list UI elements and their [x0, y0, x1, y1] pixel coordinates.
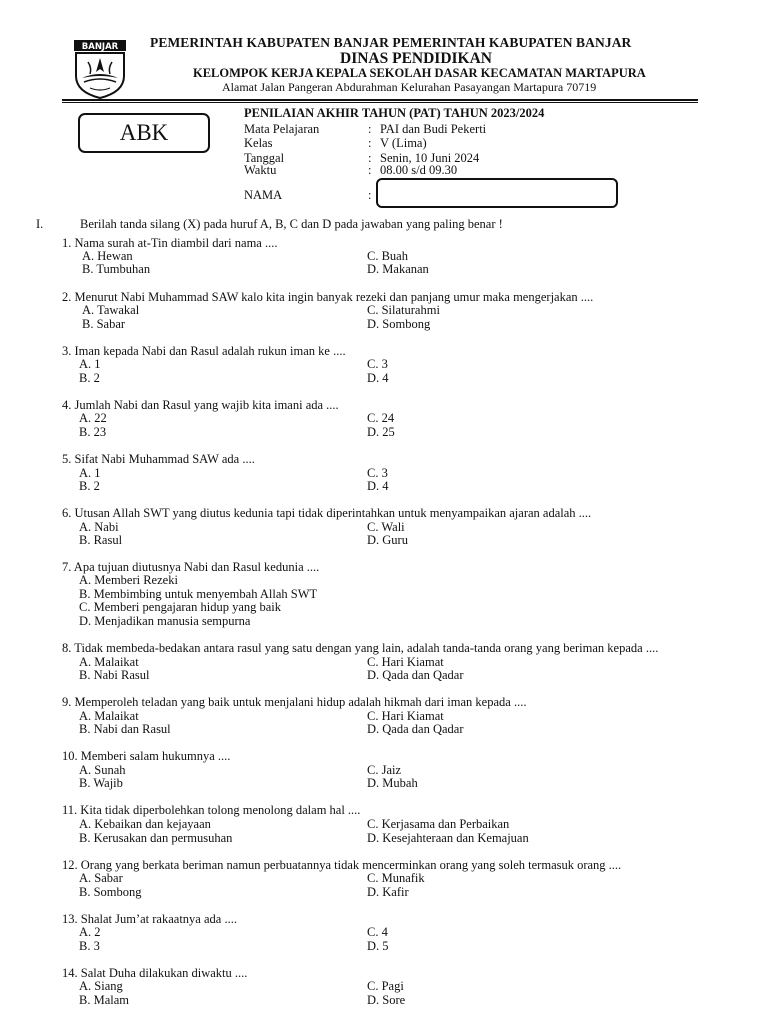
instruction-text: Berilah tanda silang (X) pada huruf A, B, C dan D pada jawaban yang paling benar ! — [80, 217, 503, 231]
option-b[interactable]: B. Malam — [79, 993, 129, 1007]
name-field[interactable] — [376, 178, 618, 208]
option-a[interactable]: A. Kebaikan dan kejayaan — [79, 817, 211, 831]
question-2: 2. Menurut Nabi Muhammad SAW kalo kita ingin banyak rezeki dan panjang umur maka mengerjakan .... — [62, 290, 594, 304]
option-b[interactable]: B. 3 — [79, 939, 100, 953]
option-a[interactable]: A. Malaikat — [79, 709, 139, 723]
option-d[interactable]: D. Sombong — [367, 317, 431, 331]
option-d[interactable]: D. Sore — [367, 993, 406, 1007]
option-a[interactable]: A. 1 — [79, 357, 101, 371]
banjar-regency-logo — [70, 38, 130, 100]
option-a[interactable]: A. Tawakal — [82, 303, 140, 317]
question-11: 11. Kita tidak diperbolehkan tolong menolong dalam hal .... — [62, 803, 361, 817]
option-c[interactable]: C. Munafik — [367, 871, 425, 885]
meta-value-subject: PAI dan Budi Pekerti — [380, 122, 487, 136]
question-3: 3. Iman kepada Nabi dan Rasul adalah rukun iman ke .... — [62, 344, 346, 358]
option-a[interactable]: A. Sunah — [79, 763, 126, 777]
option-d[interactable]: D. 4 — [367, 371, 389, 385]
question-9: 9. Memperoleh teladan yang baik untuk menjalani hidup adalah hikmah dari iman kepada .... — [62, 695, 527, 709]
option-d[interactable]: D. 25 — [367, 425, 395, 439]
header-address: Alamat Jalan Pangeran Abdurahman Kelurahan Pasayangan Martapura 70719 — [222, 80, 597, 94]
abk-badge: ABK — [119, 120, 169, 145]
option-c[interactable]: C. 3 — [367, 466, 388, 480]
option-a[interactable]: A. Sabar — [79, 871, 123, 885]
option-a[interactable]: A. Malaikat — [79, 655, 139, 669]
option-b[interactable]: B. Membimbing untuk menyembah Allah SWT — [79, 587, 318, 601]
header-divider — [62, 99, 698, 101]
header-divider-thin — [62, 102, 698, 103]
meta-colon: : — [368, 151, 372, 165]
logo-lettering: BANJAR — [81, 42, 119, 52]
option-c[interactable]: C. 24 — [367, 411, 395, 425]
header-department: DINAS PENDIDIKAN — [340, 50, 493, 67]
meta-value-date: Senin, 10 Juni 2024 — [380, 151, 480, 165]
option-a[interactable]: A. 2 — [79, 925, 101, 939]
option-a[interactable]: A. Siang — [79, 979, 123, 993]
option-c[interactable]: C. Hari Kiamat — [367, 709, 444, 723]
option-a[interactable]: A. 22 — [79, 411, 107, 425]
option-d[interactable]: D. Kesejahteraan dan Kemajuan — [367, 831, 529, 845]
meta-label-date: Tanggal — [244, 151, 285, 165]
meta-label-class: Kelas — [244, 136, 273, 150]
option-b[interactable]: B. 2 — [79, 371, 100, 385]
option-b[interactable]: B. Wajib — [79, 776, 123, 790]
question-1: 1. Nama surah at-Tin diambil dari nama .... — [62, 236, 278, 250]
meta-value-time: 08.00 s/d 09.30 — [380, 163, 458, 177]
option-b[interactable]: B. Rasul — [79, 533, 123, 547]
option-a[interactable]: A. Memberi Rezeki — [79, 573, 178, 587]
question-7: 7. Apa tujuan diutusnya Nabi dan Rasul kedunia .... — [62, 560, 320, 574]
meta-colon: : — [368, 163, 372, 177]
question-12: 12. Orang yang berkata beriman namun perbuatannya tidak mencerminkan orang yang soleh termasuk orang .... — [62, 858, 622, 872]
option-d[interactable]: D. 5 — [367, 939, 389, 953]
option-b[interactable]: B. Kerusakan dan permusuhan — [79, 831, 233, 845]
name-label: NAMA — [244, 188, 283, 202]
option-d[interactable]: D. Menjadikan manusia sempurna — [79, 614, 251, 628]
section-number: I. — [36, 217, 44, 231]
option-d[interactable]: D. Qada dan Qadar — [367, 668, 464, 682]
option-b[interactable]: B. Tumbuhan — [82, 262, 151, 276]
meta-colon: : — [368, 122, 372, 136]
option-c[interactable]: C. Hari Kiamat — [367, 655, 444, 669]
option-c[interactable]: C. 4 — [367, 925, 388, 939]
question-6: 6. Utusan Allah SWT yang diutus kedunia tapi tidak diperintahkan untuk menyampaikan ajaran adalah .... — [62, 506, 592, 520]
meta-label-subject: Mata Pelajaran — [244, 122, 320, 136]
option-b[interactable]: B. Nabi dan Rasul — [79, 722, 171, 736]
meta-colon: : — [368, 136, 372, 150]
option-c[interactable]: C. Buah — [367, 249, 408, 263]
option-d[interactable]: D. Qada dan Qadar — [367, 722, 464, 736]
header-working-group: KELOMPOK KERJA KEPALA SEKOLAH DASAR KECAMATAN MARTAPURA — [193, 66, 646, 80]
question-13: 13. Shalat Jum’at rakaatnya ada .... — [62, 912, 237, 926]
exam-title: PENILAIAN AKHIR TAHUN (PAT) TAHUN 2023/2024 — [244, 106, 545, 120]
meta-value-class: V (Lima) — [380, 136, 427, 150]
option-c[interactable]: C. Wali — [367, 520, 405, 534]
option-b[interactable]: B. Sabar — [82, 317, 126, 331]
option-d[interactable]: D. Guru — [367, 533, 408, 547]
question-5: 5. Sifat Nabi Muhammad SAW ada .... — [62, 452, 255, 466]
option-b[interactable]: B. Nabi Rasul — [79, 668, 150, 682]
option-d[interactable]: D. Mubah — [367, 776, 418, 790]
question-4: 4. Jumlah Nabi dan Rasul yang wajib kita imani ada .... — [62, 398, 339, 412]
meta-label-time: Waktu — [244, 163, 277, 177]
option-a[interactable]: A. 1 — [79, 466, 101, 480]
option-a[interactable]: A. Nabi — [79, 520, 119, 534]
option-d[interactable]: D. Kafir — [367, 885, 409, 899]
question-8: 8. Tidak membeda-bedakan antara rasul yang satu dengan yang lain, adalah tanda-tanda orang yang beriman kepada .... — [62, 641, 659, 655]
option-b[interactable]: B. 23 — [79, 425, 107, 439]
option-a[interactable]: A. Hewan — [82, 249, 133, 263]
header-government: PEMERINTAH KABUPATEN BANJAR PEMERINTAH KABUPATEN BANJAR — [150, 35, 632, 50]
option-c[interactable]: C. Kerjasama dan Perbaikan — [367, 817, 510, 831]
option-c[interactable]: C. Memberi pengajaran hidup yang baik — [79, 600, 282, 614]
option-c[interactable]: C. Pagi — [367, 979, 404, 993]
option-d[interactable]: D. Makanan — [367, 262, 429, 276]
option-c[interactable]: C. 3 — [367, 357, 388, 371]
option-c[interactable]: C. Jaiz — [367, 763, 402, 777]
name-colon: : — [368, 188, 372, 202]
question-14: 14. Salat Duha dilakukan diwaktu .... — [62, 966, 248, 980]
question-10: 10. Memberi salam hukumnya .... — [62, 749, 231, 763]
option-b[interactable]: B. Sombong — [79, 885, 142, 899]
option-b[interactable]: B. 2 — [79, 479, 100, 493]
option-d[interactable]: D. 4 — [367, 479, 389, 493]
option-c[interactable]: C. Silaturahmi — [367, 303, 440, 317]
